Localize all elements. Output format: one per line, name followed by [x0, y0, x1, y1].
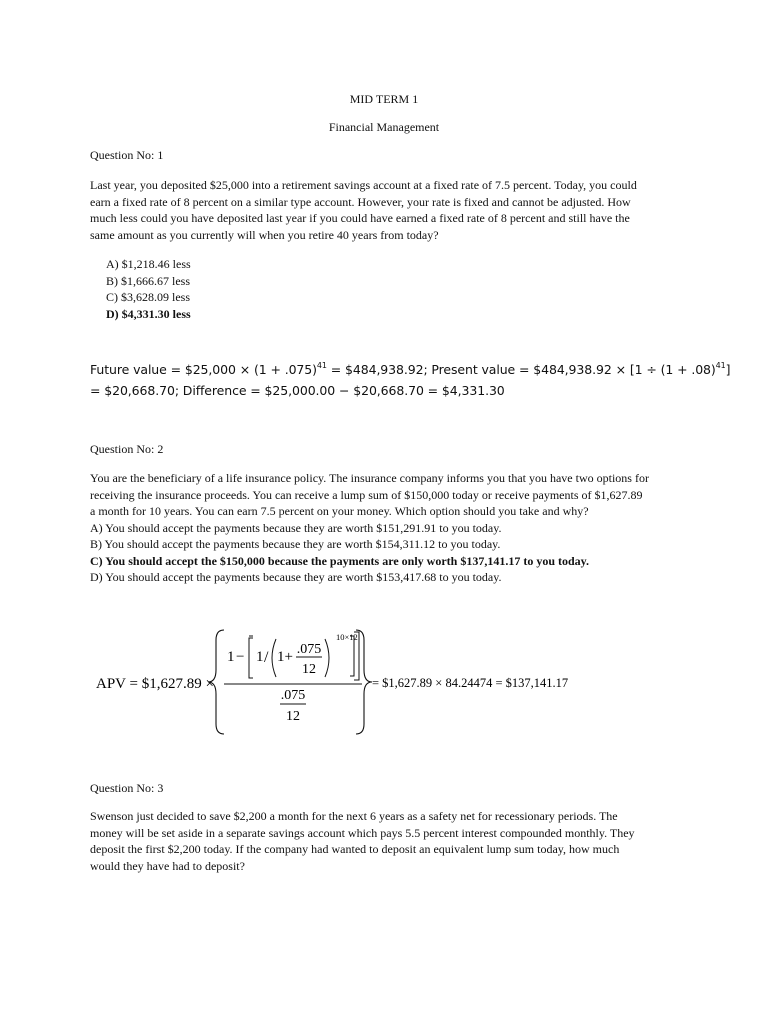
text-line: receiving the insurance proceeds. You can receive a lump sum of $150,000 today or receive payments of $1,627.89: [90, 487, 643, 502]
text-line: same amount as you currently will when you retire 40 years from today?: [90, 227, 439, 242]
solution-text: ]: [725, 362, 731, 377]
text-line: much less could you have deposited last year if you could have earned a fixed rate of 8 percent and still have the: [90, 211, 630, 225]
one-plus: 1+: [277, 649, 293, 665]
formula-rhs: = $1,627.89 × 84.24474 = $137,141.17: [372, 676, 569, 690]
inner-bracket-right: [350, 636, 354, 676]
text-line: earn a fixed rate of 8 percent on a similar type account. However, your rate is fixed and cannot be adjusted. How: [90, 194, 631, 209]
outer-bracket-left: [249, 638, 253, 678]
minus-sign: −: [236, 649, 245, 665]
left-brace: [208, 630, 224, 734]
text-line: Last year, you deposited $25,000 into a retirement savings account at a fixed rate of 7.5 percent. Today, you could: [90, 178, 637, 192]
question-2-heading: Question No: 2: [90, 442, 164, 456]
paren-left: [272, 639, 276, 677]
text-line: Swenson just decided to save $2,200 a month for the next 6 years as a safety net for recessionary periods. The: [90, 809, 618, 823]
exponent: 41: [316, 361, 327, 370]
right-brace: [356, 630, 372, 734]
slash: /: [264, 649, 269, 666]
text-line: deposit the first $2,200 today. If the company had wanted to deposit an equivalent lump sum today, how much: [90, 842, 620, 856]
denominator-rate: .075: [280, 688, 306, 703]
question-1-solution-line-2: = $20,668.70; Difference = $25,000.00 − $20,668.70 = $4,331.30: [90, 383, 505, 398]
option-b: B) You should accept the payments because they are worth $154,311.12 to you today.: [90, 537, 501, 551]
option-c-correct: C) You should accept the $150,000 because the payments are only worth $137,141.17 to you today.: [90, 553, 590, 568]
rate: .075: [296, 642, 322, 657]
option-d-correct: D) $4,331.30 less: [106, 306, 191, 321]
question-1-solution-line-1: [90, 361, 730, 379]
question-1-text: [90, 177, 690, 243]
question-3-heading: Question No: 3: [90, 781, 164, 795]
option-d: D) You should accept the payments because they are worth $153,417.68 to you today.: [90, 570, 502, 584]
page-subtitle: Financial Management: [328, 120, 440, 134]
option-a: A) You should accept the payments because they are worth $151,291.91 to you today.: [90, 520, 502, 535]
question-2-text: [90, 470, 690, 586]
inner-one: 1: [256, 649, 264, 665]
option-b: B) $1,666.67 less: [106, 273, 190, 288]
denominator-months: 12: [286, 709, 300, 724]
formula-lhs: APV = $1,627.89 ×: [96, 676, 214, 692]
text-line: You are the beneficiary of a life insurance policy. The insurance company informs you that you have two options for: [90, 471, 649, 485]
text-line: a month for 10 years. You can earn 7.5 percent on your money. Which option should you take and why?: [90, 504, 589, 518]
numerator-one: 1: [227, 649, 235, 665]
option-c: C) $3,628.09 less: [106, 290, 190, 304]
solution-text: = $484,938.92; Present value = $484,938.92 × [1 ÷ (1 + .08): [326, 362, 716, 377]
paren-right: [325, 639, 329, 677]
question-3-text: [90, 808, 690, 874]
question-1-options: [106, 256, 191, 322]
option-a: A) $1,218.46 less: [106, 257, 191, 271]
exponent: 41: [715, 361, 726, 370]
question-1-heading: Question No: 1: [90, 148, 164, 162]
solution-text: Future value = $25,000 × (1 + .075): [90, 362, 317, 377]
apv-formula: [90, 624, 630, 740]
page-title: MID TERM 1: [349, 92, 419, 106]
text-line: money will be set aside in a separate savings account which pays 5.5 percent interest compounded monthly. They: [90, 825, 635, 840]
text-line: would they have had to deposit?: [90, 858, 245, 873]
exponent: 10×12: [336, 632, 358, 642]
months: 12: [302, 662, 316, 677]
